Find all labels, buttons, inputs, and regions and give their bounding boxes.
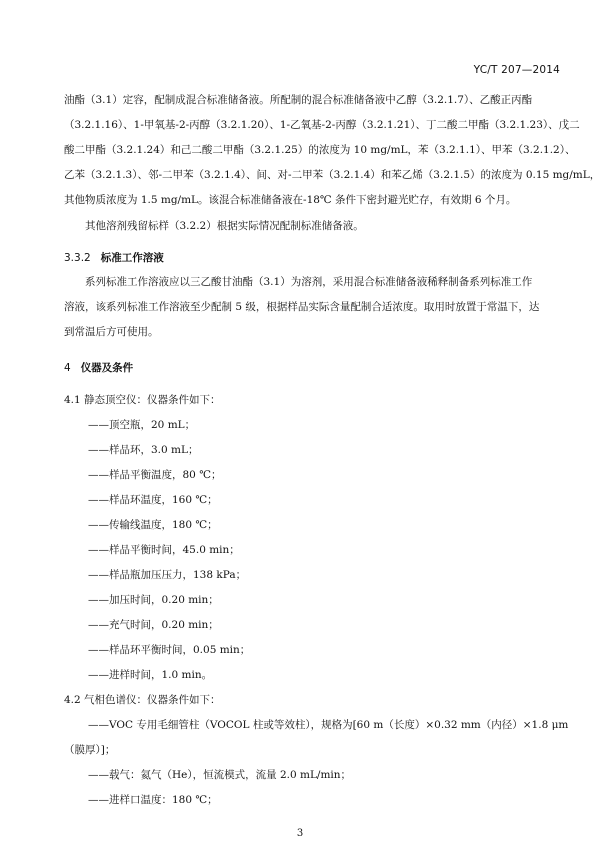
paragraph-other-residues (64, 214, 556, 239)
section-heading-4 (64, 360, 133, 375)
text-line: 其他溶剂残留标样（3.2.2）根据实际情况配制标准储备液。 (85, 220, 364, 232)
list-item-continuation: （膜厚）]； (64, 744, 116, 756)
list-item: ——进样时间，1.0 min。 (88, 669, 213, 681)
text-line: 乙苯（3.2.1.3）、邻-二甲苯（3.2.1.4）、间、对-二甲苯（3.2.1.4）和苯乙烯（3.2.1.5）的浓度为 0.15 mg/mL， (64, 169, 600, 181)
text-line: 油酯（3.1）定容，配制成混合标准储备液。所配制的混合标准储备液中乙醇（3.2.1.7）、乙酸正丙酯 (64, 94, 533, 106)
section-number: 4 (64, 362, 71, 374)
section-title: 仪器及条件 (80, 362, 134, 374)
list-item: ——样品平衡温度，80 ℃； (88, 469, 222, 481)
list-item: ——加压时间，0.20 min； (88, 594, 219, 606)
page-number: 3 (296, 828, 304, 839)
list-item: ——充气时间，0.20 min； (88, 619, 219, 631)
list-item: ——样品环，3.0 mL； (88, 444, 199, 456)
subsection-4-1: 4.1 静态顶空仪：仪器条件如下： (64, 394, 221, 406)
list-item: ——传输线温度，180 ℃； (88, 519, 218, 531)
text-line: 酸二甲酯（3.2.1.24）和己二酸二甲酯（3.2.1.25）的浓度为 10 mg/mL，苯（3.2.1.1）、甲苯（3.2.1.2）、 (64, 144, 576, 156)
text-line: 其他物质浓度为 1.5 mg/mL。该混合标准储备液在-18℃ 条件下密封避光贮存，有效期 6 个月。 (64, 194, 517, 206)
text-line: （3.2.1.16）、1-甲氧基-2-丙醇（3.2.1.20）、1-乙氧基-2-丙醇（3.2.1.21）、丁二酸二甲酯（3.2.1.23）、戊二 (64, 119, 580, 131)
subsection-4-2: 4.2 气相色谱仪：仪器条件如下： (64, 694, 221, 706)
list-item: ——样品平衡时间，45.0 min； (88, 544, 240, 556)
list-item: ——样品环平衡时间，0.05 min； (88, 644, 251, 656)
list-item: ——载气：氦气（He），恒流模式，流量 2.0 mL/min； (88, 769, 352, 781)
section-title: 标准工作溶液 (100, 252, 164, 264)
list-item: ——样品环温度，160 ℃； (88, 494, 218, 506)
list-item: ——顶空瓶，20 mL； (88, 419, 196, 431)
text-line: 系列标准工作溶液应以三乙酸甘油酯（3.1）为溶剂，采用混合标准储备液稀释制备系列标准工作 (85, 276, 533, 288)
text-line: 溶液，该系列标准工作溶液至少配制 5 级，根据样品实际含量配制合适浓度。取用时放置于常温下，达 (64, 301, 540, 313)
text-line: 到常温后方可使用。 (64, 326, 159, 338)
list-item: ——样品瓶加压压力，138 kPa； (88, 569, 247, 581)
paragraph-working-solution (64, 270, 556, 345)
standard-code-header: YC/T 207—2014 (473, 64, 560, 76)
list-item: ——VOC 专用毛细管柱（VOCOL 柱或等效柱），规格为[60 m（长度）×0.32 mm（内径）×1.8 μm (88, 719, 569, 731)
section-number: 3.3.2 (64, 252, 91, 264)
list-item: ——进样口温度：180 ℃； (88, 794, 218, 806)
section-heading-3-3-2 (64, 250, 164, 265)
paragraph-stock-solution (64, 88, 600, 213)
